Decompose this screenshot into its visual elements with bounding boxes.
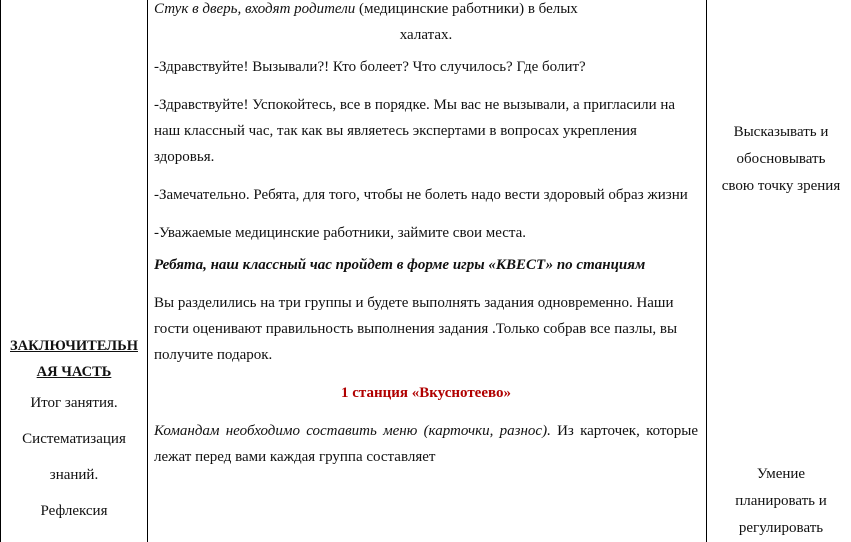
station-1-task-italic: Командам необходимо составить меню (карточки, разнос). [154,423,551,439]
intro-line2: халатах. [399,27,453,43]
stage-heading [6,333,142,385]
competencies-column [707,0,841,542]
competency-2-line3: регулировать [738,520,824,536]
intro-stage-direction: Стук в дверь, входят родители [154,1,356,17]
station-1-task-rest: Из карточек, которые лежат перед вами каждая группа составляет [154,423,698,465]
competency-plan-regulate [711,461,851,542]
competency-1-line1: Высказывать и [733,124,829,140]
competency-1-line3: свою точку зрения [721,178,841,194]
stage-item-summary: Итог занятия. [30,395,118,411]
dialogue-healthy-lifestyle: -Замечательно. Ребята, для того, чтобы не болеть надо вести здоровый образ жизни [154,187,688,203]
stage-heading-line1: ЗАКЛЮЧИТЕЛЬН [10,338,138,354]
groups-instructions: Вы разделились на три группы и будете выполнять задания одновременно. Наши гости оценивают правильность выполнения задания .Только собрав все пазлы, вы получите подарок. [154,295,678,363]
dialogue-take-seats: -Уважаемые медицинские работники, займите свои места. [154,225,527,241]
competency-2-line1: Умение [756,466,806,482]
station-1-title: 1 станция «Вкуснотеево» [340,385,511,401]
dialogue-teacher-reply: -Здравствуйте! Успокойтесь, все в порядке. Мы вас не вызывали, а пригласили на наш классный час, так как вы являетесь экспертами в вопросах укрепления здоровья. [154,97,676,165]
dialogue-doctors-greeting: -Здравствуйте! Вызывали?! Кто болеет? Что случилось? Где болит? [154,59,586,75]
stage-item-knowledge: знаний. [49,467,99,483]
quest-announcement: Ребята, наш классный час пройдет в форме игры «КВЕСТ» по станциям [154,257,646,273]
competency-justify-opinion [711,119,851,200]
competency-1-line2: обосновывать [736,151,826,167]
competency-2-line2: планировать и [735,493,827,509]
stage-column [1,0,147,542]
intro-rest: (медицинские работники) в белых [355,1,578,17]
stage-heading-line2: АЯ ЧАСТЬ [36,364,112,380]
intro-paragraph [154,0,698,48]
stage-item-reflection: Рефлексия [40,503,108,519]
station-1-task [154,418,698,470]
lesson-content-column [148,0,706,542]
stage-item-systematization: Систематизация [22,431,126,447]
